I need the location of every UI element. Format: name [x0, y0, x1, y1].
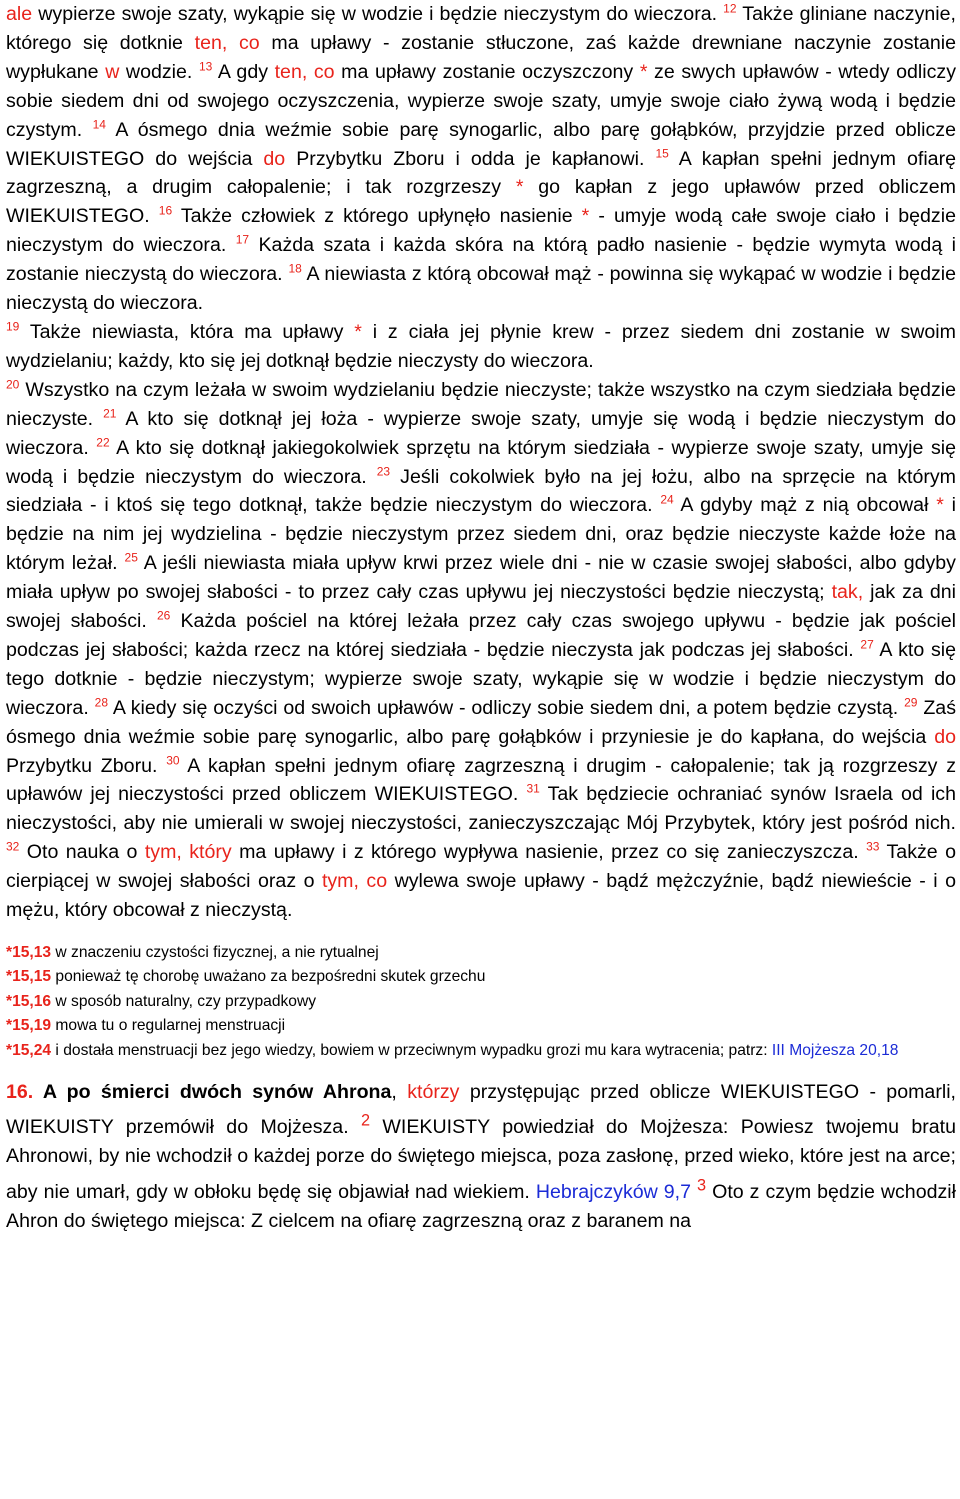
footnote-key: *15,24 — [6, 1041, 52, 1059]
footnote — [6, 1014, 956, 1038]
text-run: Wszystko na czym leżała w swoim wydzielaniu będzie nieczyste; także wszystko na czym siedziała będzie nieczyste. — [6, 378, 956, 430]
text-run: wodzie. — [119, 60, 199, 83]
verse-number: 31 — [526, 781, 540, 796]
paragraph-verses-12-18 — [6, 0, 956, 318]
paragraph-verses-20-33 — [6, 376, 956, 925]
highlighted-text: * — [936, 494, 944, 517]
footnote — [6, 990, 956, 1014]
text-run: ma upławy - zostanie stłuczone, zaś każde drewniane naczynie zostanie wypłukane — [6, 31, 956, 83]
text-run: Zaś ósmego dnia weźmie sobie parę synogarlic, albo parę gołąbków i przyniesie je do kapłana, do wejścia — [6, 696, 957, 748]
text-run: A kto się dotknął jakiegokolwiek sprzętu na którym siedziała - wypierze swoje szaty, umyje się wodą i będzie nieczystym do wieczora. — [6, 436, 956, 488]
text-run: i będzie na nim jej wydzielina - będzie nieczystym przez siedem dni, oraz będzie nieczyste każde łoże na którym leżał. — [6, 494, 956, 575]
highlighted-text: ale — [6, 3, 33, 25]
text-run: przystępując przed oblicze WIEKUISTEGO - pomarli, WIEKUISTY przemówił do Mojżesza. — [6, 1081, 956, 1139]
text-run: A kto się dotknął jej łoża - wypierze swoje szaty, umyje się wodą i będzie nieczystym do wieczora. — [6, 407, 956, 459]
highlighted-text: do — [263, 147, 286, 170]
verse-number: 22 — [96, 435, 110, 450]
text-run: - umyje wodą całe swoje ciało i będzie nieczystym do wieczora. — [6, 205, 956, 257]
highlighted-text: * — [639, 60, 648, 83]
text-run: ma upławy zostanie oczyszczony — [334, 60, 640, 83]
text-run: Każda pościel na której leżała przez cały czas swojego upływu - będzie jak pościel podczas jej słabości; każda rzecz na której siedziała - będzie nieczysta jak podczas jej słabości. — [6, 610, 956, 661]
verse-number: 29 — [904, 695, 918, 710]
text-run: Oto z czym będzie wchodził Ahron do świętego miejsca: Z cielcem na ofiarę zagrzeszną oraz z baranem na — [6, 1180, 957, 1232]
text-run: A jeśli niewiasta miała upływ krwi przez wiele dni - nie w czasie swojej słabości, albo gdyby miała upływ po swojej słabości - to przez cały czas upływu jej nieczystości będzie nieczystą; — [6, 552, 956, 604]
verse-number: 27 — [860, 637, 874, 652]
footnotes — [6, 941, 956, 1063]
text-run: Przybytku Zboru i odda je kapłanowi. — [285, 147, 656, 170]
highlighted-text: do — [934, 725, 956, 748]
text-run: A po śmierci dwóch synów Ahrona — [33, 1081, 392, 1104]
text-run: A gdy — [212, 60, 275, 83]
chapter-number: 16. — [6, 1081, 34, 1104]
highlighted-text: * — [581, 205, 590, 228]
highlighted-text: * — [354, 320, 362, 343]
footnote — [6, 941, 956, 965]
verse-number: 26 — [156, 608, 171, 623]
footnote-text: mowa tu o regularnej menstruacji — [51, 1017, 286, 1035]
footnote-text: w sposób naturalny, czy przypadkowy — [51, 992, 317, 1010]
verse-number: 23 — [376, 463, 391, 478]
text-run: A niewiasta z którą obcował mąż - powinna się wykąpać w wodzie i będzie nieczystą do wieczora. — [6, 263, 957, 315]
text-run: Także o cierpiącej w swojej słabości oraz o — [6, 841, 956, 893]
verse-number: 14 — [92, 117, 106, 132]
paragraph-verse-19 — [6, 318, 956, 376]
verse-number: 32 — [6, 839, 20, 854]
text-run: WIEKUISTY powiedział do Mojżesza: Powiesz twojemu bratu Ahronowi, by nie wchodził o każdej porze do świętego miejsca, poza zasłonę, przed wieko, które jest na arce; aby nie umarł, gdy w obłoku będę się objawiał nad wiekiem. — [6, 1116, 956, 1203]
footnote-key: *15,15 — [6, 968, 52, 986]
footnote-key: *15,19 — [6, 1017, 52, 1035]
verse-number: 18 — [288, 261, 302, 276]
verse-number: 15 — [655, 146, 669, 160]
text-run: A kiedy się oczyści od swoich upławów - odliczy sobie siedem dni, a potem będzie czystą. — [108, 696, 905, 719]
cross-reference-link[interactable]: Hebrajczyków 9,7 — [535, 1180, 692, 1203]
highlighted-text: którzy — [407, 1081, 460, 1104]
verse-number: 12 — [723, 1, 737, 16]
footnote-text: ponieważ tę chorobę uważano za bezpośredni skutek grzechu — [51, 968, 486, 986]
chapter-16 — [6, 1078, 956, 1236]
cross-reference-link[interactable]: III Mojżesza 20,18 — [771, 1041, 899, 1059]
text-run: , — [391, 1081, 408, 1104]
text-run: Także niewiasta, która ma upławy — [19, 320, 355, 343]
verse-number: 25 — [124, 550, 138, 565]
text-run: A ósmego dnia weźmie sobie parę synogarlic, albo parę gołąbków, przyjdzie przed oblicze WIEKUISTEGO do wejścia — [6, 118, 957, 170]
highlighted-text: tym, co — [321, 870, 388, 893]
text-run: A kto się tego dotknie - będzie nieczystym; wypierze swoje szaty, wykąpie się w wodzie i będzie nieczystym do wieczora. — [6, 638, 956, 719]
highlighted-text: * — [515, 176, 524, 199]
verse-number: 16 — [158, 203, 173, 218]
verse-number: 28 — [94, 695, 109, 710]
footnote — [6, 965, 956, 989]
footnote-text: i dostała menstruacji bez jego wiedzy, bowiem w przeciwnym wypadku grozi mu kara wytracenia; patrz: — [51, 1041, 772, 1059]
footnote — [6, 1039, 956, 1063]
text-run: Oto nauka o — [19, 841, 145, 864]
verse-number: 3 — [697, 1176, 707, 1195]
text-run: Przybytku Zboru. — [6, 754, 167, 777]
text-run: Tak będziecie ochraniać synów Israela od ich nieczystości, aby nie umierali w swojej nieczystości, zanieczyszczając Mój Przybytek, który jest pośród nich. — [6, 783, 956, 835]
text-run: ze swych upławów - wtedy odliczy sobie siedem dni od swojego oczyszczenia, wypierze swoje szaty, umyje swoje ciało żywą wodą i będzie czystym. — [6, 60, 957, 141]
highlighted-text: w — [105, 60, 120, 83]
text-run: ma upławy i z którego wypływa nasienie, przez co się zanieczyszcza. — [231, 841, 867, 864]
text-run: A kapłan spełni jednym ofiarę zagrzeszną, a drugim całopalenie; i tak rozgrzeszy — [6, 147, 956, 199]
verse-number: 13 — [198, 59, 213, 74]
verse-number: 30 — [166, 753, 180, 768]
text-run: A kapłan spełni jednym ofiarę zagrzeszną i drugim - całopalenie; tak ją rozgrzeszy z upławów jej nieczystości przed obliczem WIEKUISTEGO. — [6, 754, 956, 806]
verse-number: 19 — [6, 319, 20, 334]
verse-number: 2 — [360, 1111, 371, 1130]
text-run: A gdyby mąż z nią obcował — [673, 494, 937, 517]
verse-number: 20 — [6, 377, 20, 392]
footnote-key: *15,16 — [6, 992, 52, 1010]
text-run: wylewa swoje upławy - bądź mężczyźnie, bądź niewieście - i o mężu, który obcował z nieczystą. — [6, 870, 956, 922]
verse-number: 33 — [866, 839, 880, 854]
text-run: Także człowiek z którego upłynęło nasienie — [172, 205, 582, 228]
text-run: go kapłan z jego upławów przed obliczem WIEKUISTEGO. — [6, 176, 956, 228]
text-run: Każda szata i każda skóra na którą padło nasienie - będzie wymyta wodą i zostanie nieczystą do wieczora. — [6, 234, 956, 286]
highlighted-text: tak, — [831, 581, 864, 604]
text-run: wypierze swoje szaty, wykąpie się w wodzie i będzie nieczystym do wieczora. — [32, 3, 724, 25]
text-run: i z ciała jej płynie krew - przez siedem dni zostanie w swoim wydzielaniu; każdy, kto się jej dotknął będzie nieczysty do wieczora. — [6, 320, 956, 372]
highlighted-text: ten, co — [194, 31, 260, 54]
footnote-text: w znaczeniu czystości fizycznej, a nie rytualnej — [51, 944, 379, 961]
text-run: Jeśli cokolwiek było na jej łożu, albo na sprzęcie na którym siedziała - i ktoś się tego dotknął, także będzie nieczystym do wieczora. — [6, 465, 957, 517]
verse-number: 24 — [660, 492, 674, 507]
document-page — [6, 0, 956, 1255]
highlighted-text: ten, co — [274, 60, 335, 83]
text-run: jak za dni swojej słabości. — [6, 581, 956, 633]
footnote-key: *15,13 — [6, 944, 52, 961]
verse-number: 21 — [103, 406, 117, 421]
text-run: Także gliniane naczynie, którego się dotknie — [6, 3, 956, 54]
verse-number: 17 — [235, 232, 250, 247]
highlighted-text: tym, który — [144, 841, 232, 864]
